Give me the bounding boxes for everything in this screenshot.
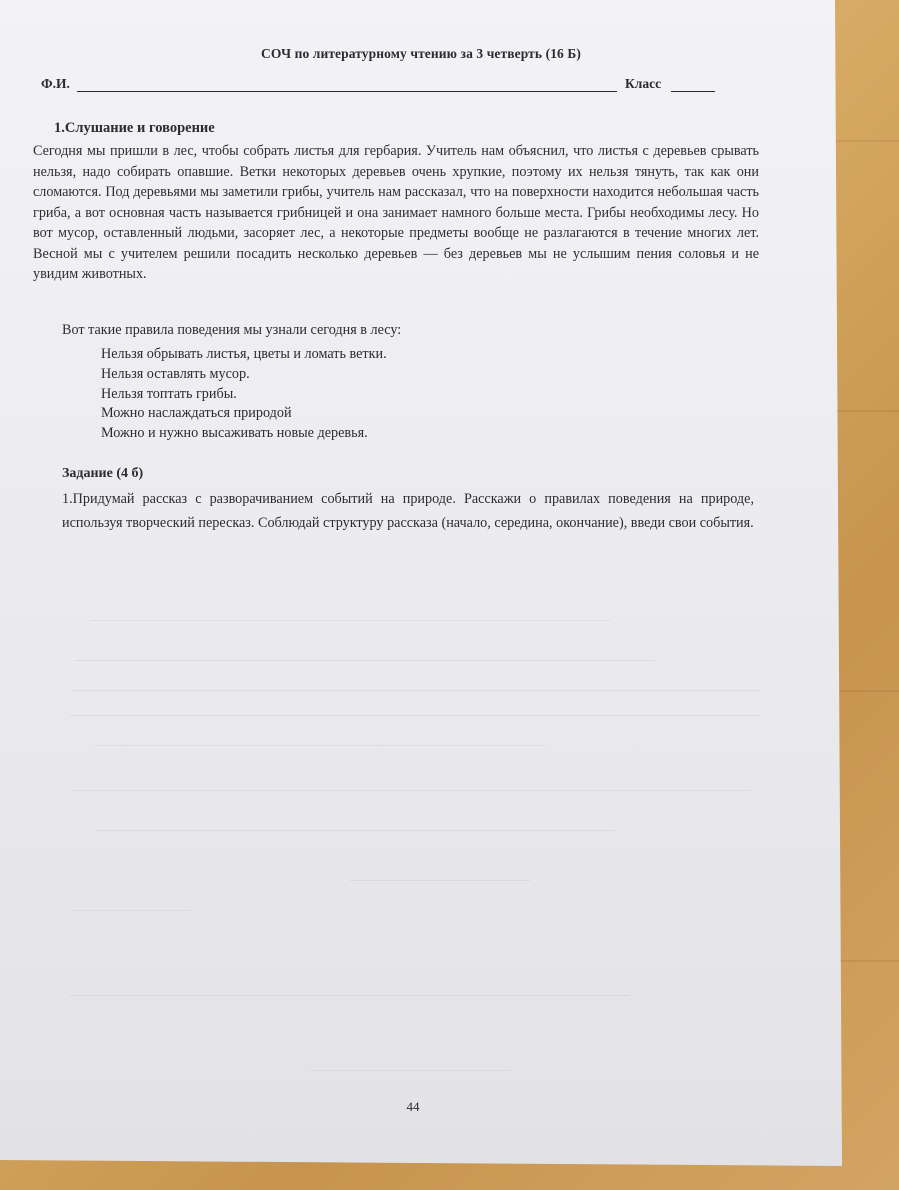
name-class-row xyxy=(41,76,681,96)
list-item: Можно и нужно высаживать новые деревья. xyxy=(101,425,368,442)
section-heading: 1.Слушание и говорение xyxy=(54,120,215,136)
list-item: Нельзя обрывать листья, цветы и ломать ветки. xyxy=(101,346,387,362)
class-blank-line[interactable] xyxy=(671,91,715,92)
fio-label: Ф.И. xyxy=(41,76,70,91)
reading-passage: Сегодня мы пришли в лес, чтобы собрать листья для гербария. Учитель нам объяснил, что листья с деревьев срывать нельзя, надо собирать опавшие. Ветки некоторых деревьев очень хрупкие, поэтому их нельзя тянуть, так как они сломаются. Под деревьями мы заметили грибы, учитель нам рассказал, что на поверхности находится небольшая часть гриба, а вот основная часть называется грибницей и она занимает намного больше места. Грибы необходимы лесу. Но вот мусор, оставленный людьми, засоряет лес, а некоторые предметы вообще не разлагаются в течение многих лет. Весной мы с учителем решили посадить несколько деревьев — без деревьев мы не услышим пения соловья и не увидим животных. xyxy=(33,143,759,282)
page-number: 44 xyxy=(406,1099,420,1114)
list-item: Нельзя топтать грибы. xyxy=(101,385,237,402)
class-label: Класс xyxy=(625,76,662,91)
task-heading: Задание (4 б) xyxy=(62,466,144,481)
fio-blank-line[interactable] xyxy=(77,91,617,92)
list-item: Можно наслаждаться природой xyxy=(101,405,292,422)
rules-list xyxy=(101,345,387,444)
document-title: СОЧ по литературному чтению за 3 четверть (16 Б) xyxy=(260,46,582,61)
rules-intro: Вот такие правила поведения мы узнали сегодня в лесу: xyxy=(62,322,402,338)
list-item: Нельзя оставлять мусор. xyxy=(101,365,250,382)
task-text: 1.Придумай рассказ с разворачиванием событий на природе. Расскажи о правилах поведения на природе, используя творческий пересказ. Соблюдай структуру рассказа (начало, середина, окончание), введи свои события. xyxy=(62,491,754,531)
